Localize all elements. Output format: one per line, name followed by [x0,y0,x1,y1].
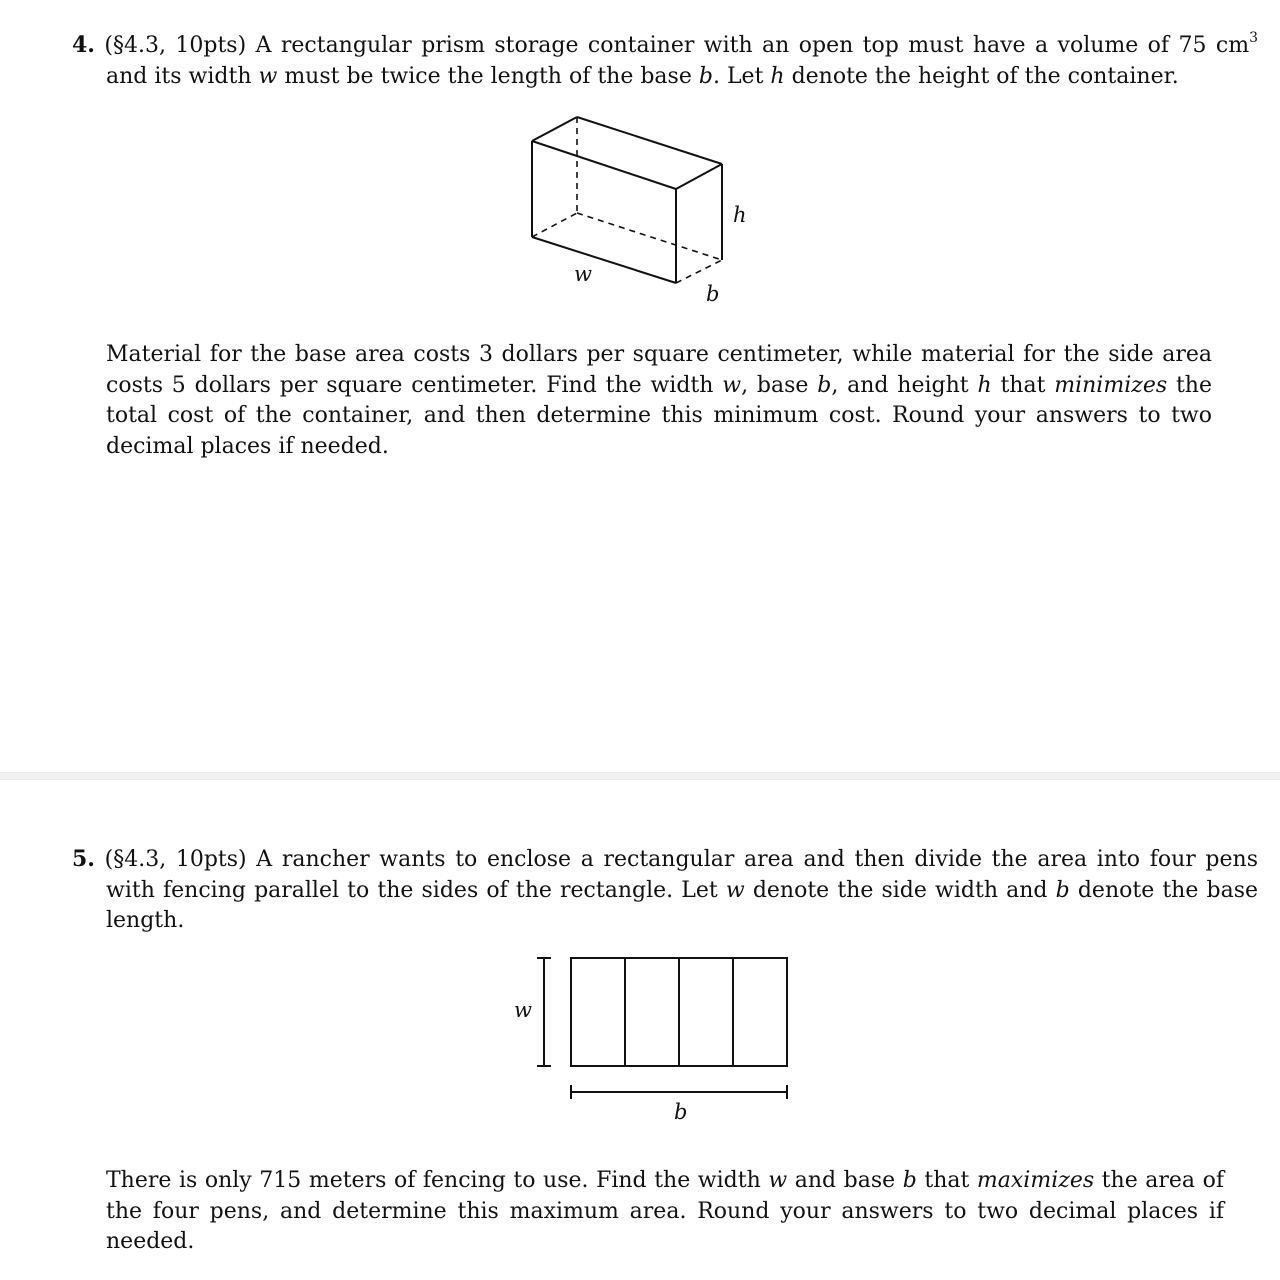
problem-4-text: must be twice the length of the base [277,63,699,89]
label-h: h [733,203,747,227]
prism-edge [532,117,577,141]
problem-4-body-text: , and height [831,372,978,398]
prism-diagram [500,105,780,310]
prism-hidden-edge [676,260,722,283]
problem-4-intro: (§4.3, 10pts) A rectangular prism storage container with an open top must have a volume of 75 cm [104,33,1250,58]
problem-4-text: denote the height of the container. [784,63,1179,89]
problem-5-intro-text: denote the side width and [744,877,1056,903]
var-b: b [1055,877,1070,903]
emphasis-minimizes: minimizes [1054,372,1168,398]
problem-5-statement [72,844,1258,937]
label-w: w [514,998,532,1022]
problem-5-section [0,780,1280,1280]
problem-4-number: 4. [72,32,95,58]
label-w: w [574,262,592,286]
prism-hidden-edge [532,213,577,237]
var-w: w [725,877,745,903]
problem-4-text: . Let [712,63,771,89]
page-separator [0,772,1280,780]
var-b: b [698,63,713,89]
prism-edge [532,141,676,189]
var-h: h [770,63,785,89]
problem-4-body-text: that [991,372,1055,398]
problem-5-body-text: There is only 715 meters of fencing to use. Find the width [106,1168,769,1193]
problem-5-body-text: and base [787,1168,903,1193]
problem-5-number: 5. [72,846,95,872]
problem-4-body [106,340,1212,462]
label-b: b [706,282,720,306]
problem-4-body-text: the total cost of the container, and then determine this minimum cost. Round your answers to two decimal places if needed. [106,372,1212,459]
prism-edge [676,164,722,189]
problem-4-statement [72,30,1258,92]
var-w: w [768,1168,788,1193]
var-w: w [722,372,742,398]
problem-4-body-text: , base [741,372,818,398]
emphasis-maximizes: maximizes [976,1168,1095,1193]
cubic-exponent: 3 [1249,30,1258,46]
var-b: b [817,372,832,398]
problem-4-text: and its width [106,63,259,89]
problem-5-intro-text: denote the base length. [106,877,1259,933]
prism-edge [532,237,676,283]
prism-hidden-edge [577,213,722,260]
problem-5-body [106,1166,1224,1258]
problem-5-body-text: that [916,1168,977,1193]
problem-5-body-text: the area of the four pens, and determine this maximum area. Round your answers to two decimal places if needed. [106,1168,1224,1254]
var-w: w [258,63,278,89]
label-b: b [674,1100,688,1124]
prism-edge [577,117,722,164]
pens-diagram [500,948,800,1128]
problem-5-intro: (§4.3, 10pts) A rancher wants to enclose a rectangular area and then divide the area into four pens with fencing parallel to the sides of the rectangle. Let [104,847,1258,903]
problem-4-body-text: Material for the base area costs 3 dollars per square centimeter, while material for the side area costs 5 dollars per square centimeter. Find the width [106,342,1212,398]
var-h: h [977,372,992,398]
var-b: b [902,1168,917,1193]
